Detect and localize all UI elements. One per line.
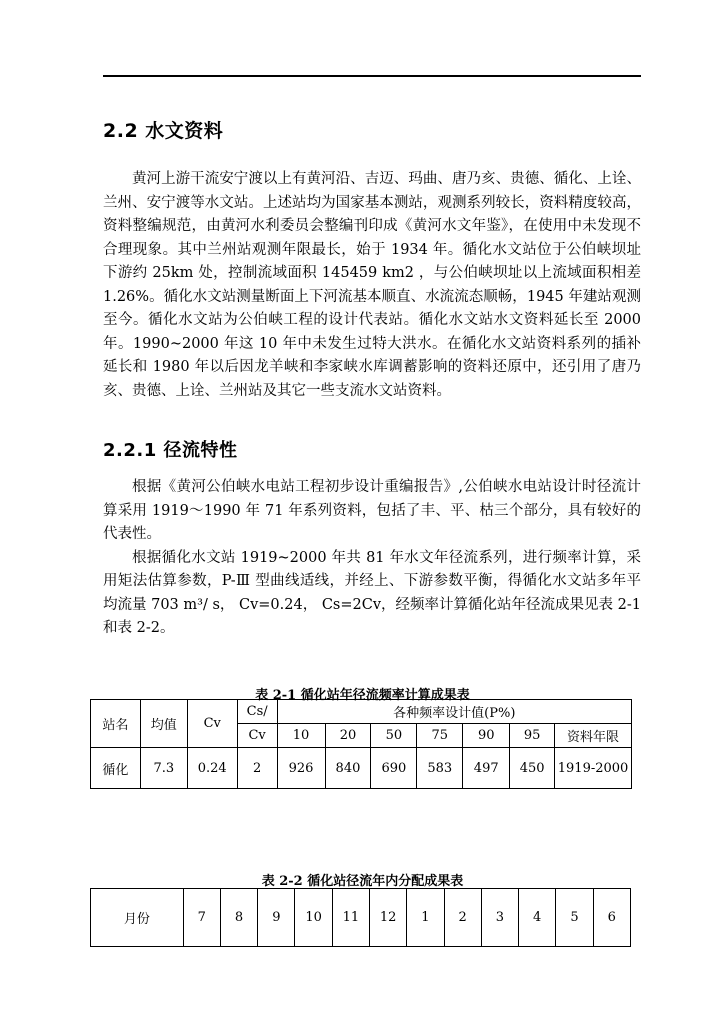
cell-value: 840	[325, 748, 371, 789]
cell-month: 6	[593, 889, 630, 947]
table1-caption: 表 2-1 循化站年径流频率计算成果表	[255, 688, 470, 703]
cell-month: 2	[444, 889, 481, 947]
header-freq: 20	[325, 724, 371, 748]
paragraph-text: 根据循化水文站 1919~2000 年共 81 年水文年径流系列，进行频率计算，采用矩法估算参数，P-Ⅲ 型曲线适线，并经上、下游参数平衡，得循化水文站多年平均流量 703 m³/ s， Cv=0.24， Cs=2Cv，经频率计算循化站年径流成果见表 2-1 和表 2-2。	[103, 549, 641, 636]
header-years: 资料年限	[555, 724, 632, 748]
table-row	[91, 748, 632, 789]
cell-month: 7	[183, 889, 220, 947]
cell-month: 11	[332, 889, 369, 947]
table2-caption: 表 2-2 循化站径流年内分配成果表	[261, 874, 464, 889]
cell-value: 690	[371, 748, 417, 789]
header-frequency-group: 各种频率设计值(P%)	[277, 700, 631, 724]
monthly-distribution-table	[90, 888, 631, 947]
paragraph-runoff	[103, 476, 641, 641]
cell-value: 926	[277, 748, 325, 789]
table-row	[91, 889, 631, 947]
header-month: 月份	[91, 889, 184, 947]
cell-years: 1919-2000	[555, 748, 632, 789]
header-mean: 均值	[140, 700, 187, 748]
cell-value: 583	[417, 748, 463, 789]
paragraph-text: 根据《黄河公伯峡水电站工程初步设计重编报告》,公伯峡水电站设计时径流计算采用 1919～1990 年 71 年系列资料，包括了丰、平、枯三个部分，具有较好的代表性。	[103, 479, 641, 542]
header-station: 站名	[91, 700, 141, 748]
header-cs-bottom: Cv	[237, 724, 277, 748]
cell-month: 9	[258, 889, 295, 947]
header-freq: 75	[417, 724, 463, 748]
table-header-row	[91, 700, 632, 724]
header-freq: 95	[510, 724, 555, 748]
header-rule	[103, 75, 641, 77]
cell-month: 1	[407, 889, 444, 947]
cell-month: 3	[481, 889, 518, 947]
header-cs-top: Cs/	[237, 700, 277, 724]
cell-mean: 7.3	[140, 748, 187, 789]
cell-month: 4	[519, 889, 556, 947]
subsection-title: 2.2.1 径流特性	[103, 440, 238, 461]
cell-month: 5	[556, 889, 593, 947]
cell-month: 10	[295, 889, 332, 947]
header-freq: 10	[277, 724, 325, 748]
section-title: 2.2 水文资料	[103, 120, 224, 142]
cell-month: 8	[220, 889, 257, 947]
cell-cs: 2	[237, 748, 277, 789]
cell-month: 12	[370, 889, 407, 947]
runoff-frequency-table	[90, 699, 632, 789]
cell-station: 循化	[91, 748, 141, 789]
header-cv: Cv	[187, 700, 237, 748]
header-freq: 50	[371, 724, 417, 748]
cell-cv: 0.24	[187, 748, 237, 789]
header-freq: 90	[463, 724, 510, 748]
cell-value: 450	[510, 748, 555, 789]
paragraph-hydrology	[103, 168, 641, 403]
paragraph-text: 黄河上游干流安宁渡以上有黄河沿、吉迈、玛曲、唐乃亥、贵德、循化、上诠、兰州、安宁渡等水文站。上述站均为国家基本测站，观测系列较长，资料精度较高，资料整编规范，由黄河水利委员会整编刊印成《黄河水文年鉴》，在使用中未发现不合理现象。其中兰州站观测年限最长，始于 1934 年。循化水文站位于公伯峡坝址下游约 25km 处，控制流域面积 145459 km2 ，与公伯峡坝址以上流域面积相差 1.26%。循化水文站测量断面上下河流基本顺直、水流流态顺畅，1945 年建站观测至今。循化水文站为公伯峡工程的设计代表站。循化水文站水文资料延长至 2000 年。1990~2000 年这 10 年中未发生过特大洪水。在循化水文站资料系列的插补延长和 1980 年以后因龙羊峡和李家峡水库调蓄影响的资料还原中，还引用了唐乃亥、贵德、上诠、兰州站及其它一些支流水文站资料。	[103, 171, 641, 399]
cell-value: 497	[463, 748, 510, 789]
